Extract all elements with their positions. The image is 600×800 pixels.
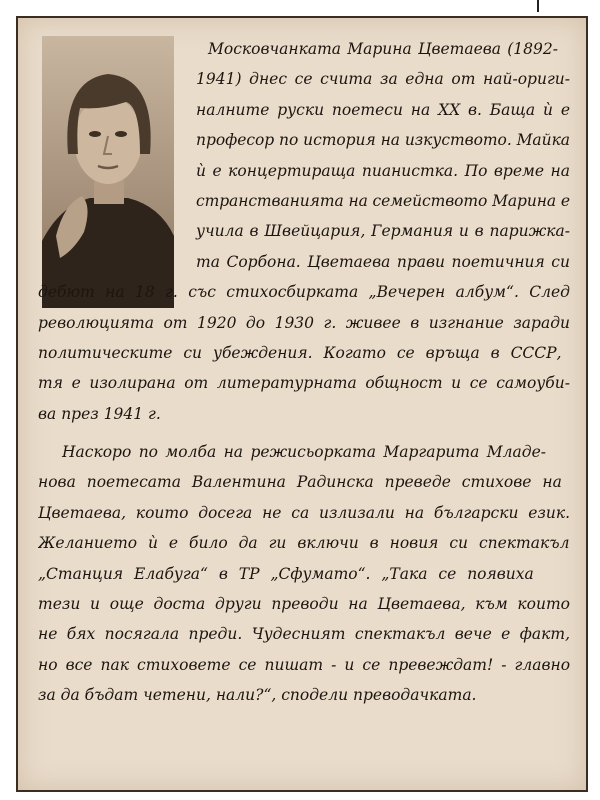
text-line: „Станция Елабуга“ в ТР „Сфумато“. „Така се появиха xyxy=(38,564,534,583)
paragraph-gap xyxy=(38,429,572,437)
newspaper-clipping xyxy=(16,16,588,792)
text-line: та Сорбона. Цветаева прави поетичния си xyxy=(196,252,570,271)
text-line: нова поетесата Валентина Радинска преведе стихове на xyxy=(38,473,562,492)
text-line: тези и още доста други преводи на Цветаева, към които xyxy=(38,595,571,614)
text-line: Наскоро по молба на режисьорката Маргарита Младе- xyxy=(62,443,546,462)
text-line: Цветаева, които досега не са излизали на български език. xyxy=(38,503,571,522)
text-line: Желанието ѝ е било да ги включи в новия си спектакъл xyxy=(38,534,570,553)
article-text xyxy=(38,34,572,711)
text-line: не бях посягала преди. Чудесният спектакъл вече е факт, xyxy=(38,625,571,644)
text-line: професор по история на изкуството. Майка xyxy=(196,131,570,150)
text-line: но все пак стиховете се пишат - и се превеждат! - главно xyxy=(38,655,571,674)
text-line: политическите си убеждения. Когато се връща в СССР, xyxy=(38,343,562,362)
text-line: 1941) днес се счита за една от най-ориги- xyxy=(196,70,570,89)
text-line: за да бъдат четени, нали?“, сподели преводачката. xyxy=(38,686,477,705)
text-line: революцията от 1920 до 1930 г. живее в изгнание заради xyxy=(38,313,571,332)
text-line: странстванията на семейството Марина е xyxy=(196,191,570,210)
text-line: дебют на 18 г. със стихосбирката „Вечерен албум“. След xyxy=(38,283,570,302)
text-line: тя е изолирана от литературната общност и се самоуби- xyxy=(38,374,570,393)
page-crease-mark xyxy=(537,0,539,12)
text-line: налните руски поетеси на XX в. Баща ѝ е xyxy=(196,100,571,119)
text-line: Московчанката Марина Цветаева (1892- xyxy=(208,40,558,58)
text-line: учила в Швейцария, Германия и в парижка- xyxy=(196,222,570,241)
text-line: ѝ е концертираща пианистка. По време на xyxy=(196,161,570,180)
text-line: ва през 1941 г. xyxy=(38,404,161,423)
